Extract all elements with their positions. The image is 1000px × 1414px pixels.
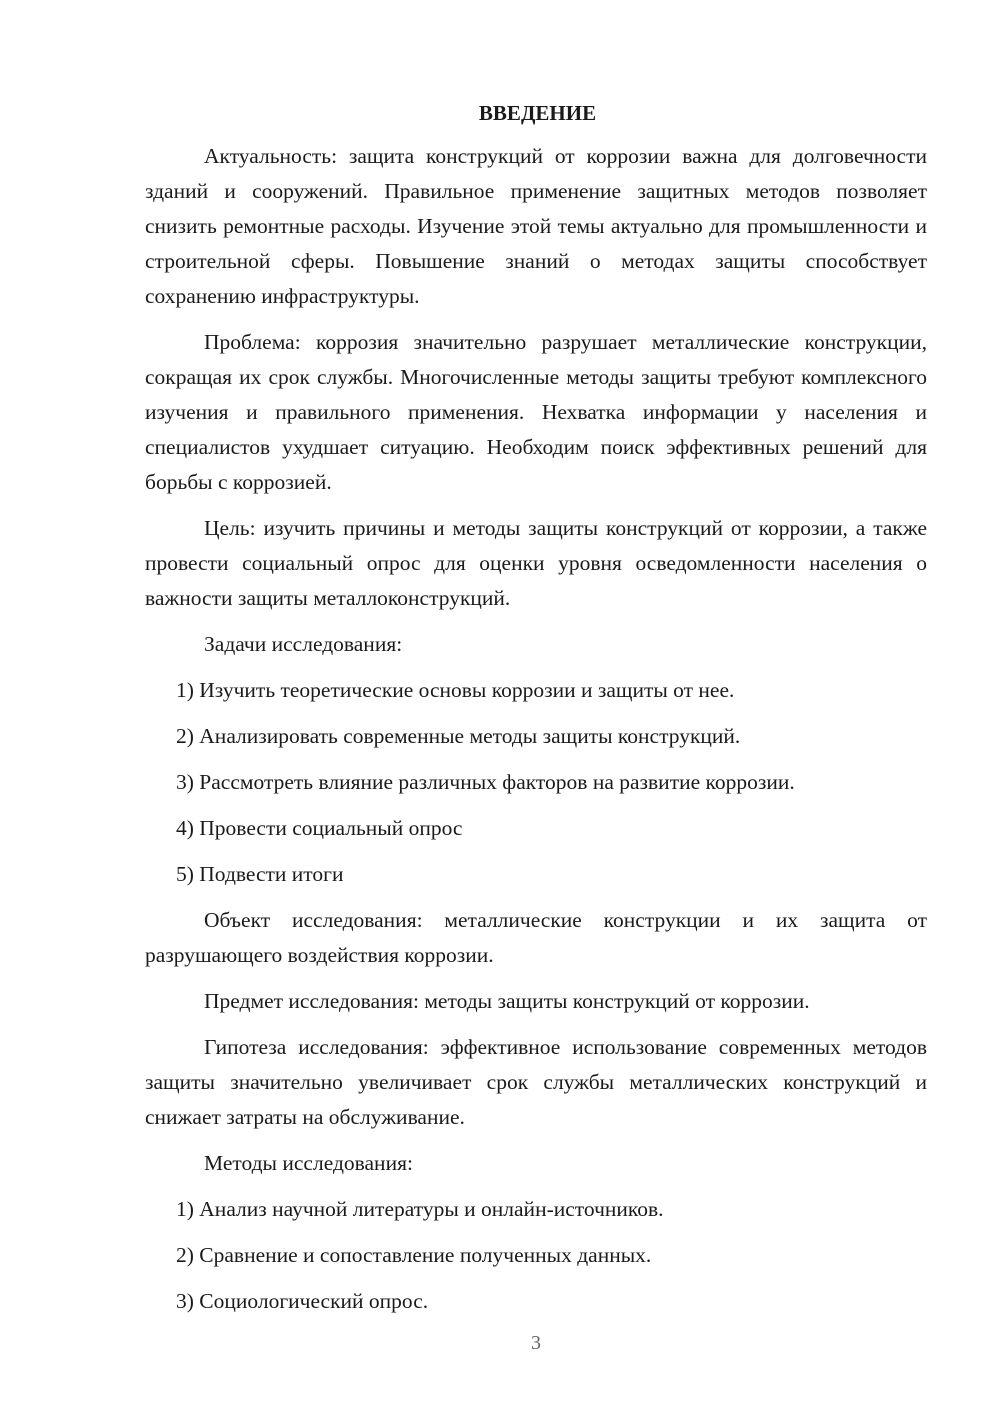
document-body (145, 96, 927, 1330)
hypothesis-paragraph: Гипотеза исследования: эффективное использование современных методов защиты значительно увеличивает срок службы металлических конструкций и снижает затраты на обслуживание. (145, 1035, 927, 1129)
tasks-heading: Задачи исследования: (204, 632, 403, 656)
subject-paragraph: Предмет исследования: методы защиты конструкций от коррозии. (204, 989, 810, 1013)
list-item: 1) Анализ научной литературы и онлайн-источников. (176, 1197, 664, 1221)
list-item: 4) Провести социальный опрос (176, 816, 463, 840)
problem-paragraph: Проблема: коррозия значительно разрушает металлические конструкции, сокращая их срок службы. Многочисленные методы защиты требуют комплексного изучения и правильного применения. Нехватка информации у населения и специалистов ухудшает ситуацию. Необходим поиск эффективных решений для борьбы с коррозией. (145, 330, 927, 494)
list-item: 2) Анализировать современные методы защиты конструкций. (176, 724, 741, 748)
tasks-list (145, 673, 927, 892)
list-item: 2) Сравнение и сопоставление полученных данных. (176, 1243, 652, 1267)
list-item: 3) Рассмотреть влияние различных факторов на развитие коррозии. (176, 770, 795, 794)
list-item: 3) Социологический опрос. (176, 1289, 429, 1313)
methods-heading: Методы исследования: (204, 1151, 413, 1175)
list-item: 5) Подвести итоги (176, 862, 344, 886)
object-paragraph: Объект исследования: металлические конструкции и их защита от разрушающего воздействия коррозии. (145, 908, 927, 967)
goal-paragraph: Цель: изучить причины и методы защиты конструкций от коррозии, а также провести социальный опрос для оценки уровня осведомленности населения о важности защиты металлоконструкций. (145, 516, 927, 610)
relevance-paragraph: Актуальность: защита конструкций от коррозии важна для долговечности зданий и сооружений. Правильное применение защитных методов позволяет снизить ремонтные расходы. Изучение этой темы актуально для промышленности и строительной сферы. Повышение знаний о методах защиты способствует сохранению инфраструктуры. (145, 144, 927, 308)
page-number: 3 (531, 1332, 541, 1354)
list-item: 1) Изучить теоретические основы коррозии и защиты от нее. (176, 678, 735, 702)
section-title: ВВЕДЕНИЕ (478, 101, 597, 125)
methods-list (145, 1192, 927, 1319)
